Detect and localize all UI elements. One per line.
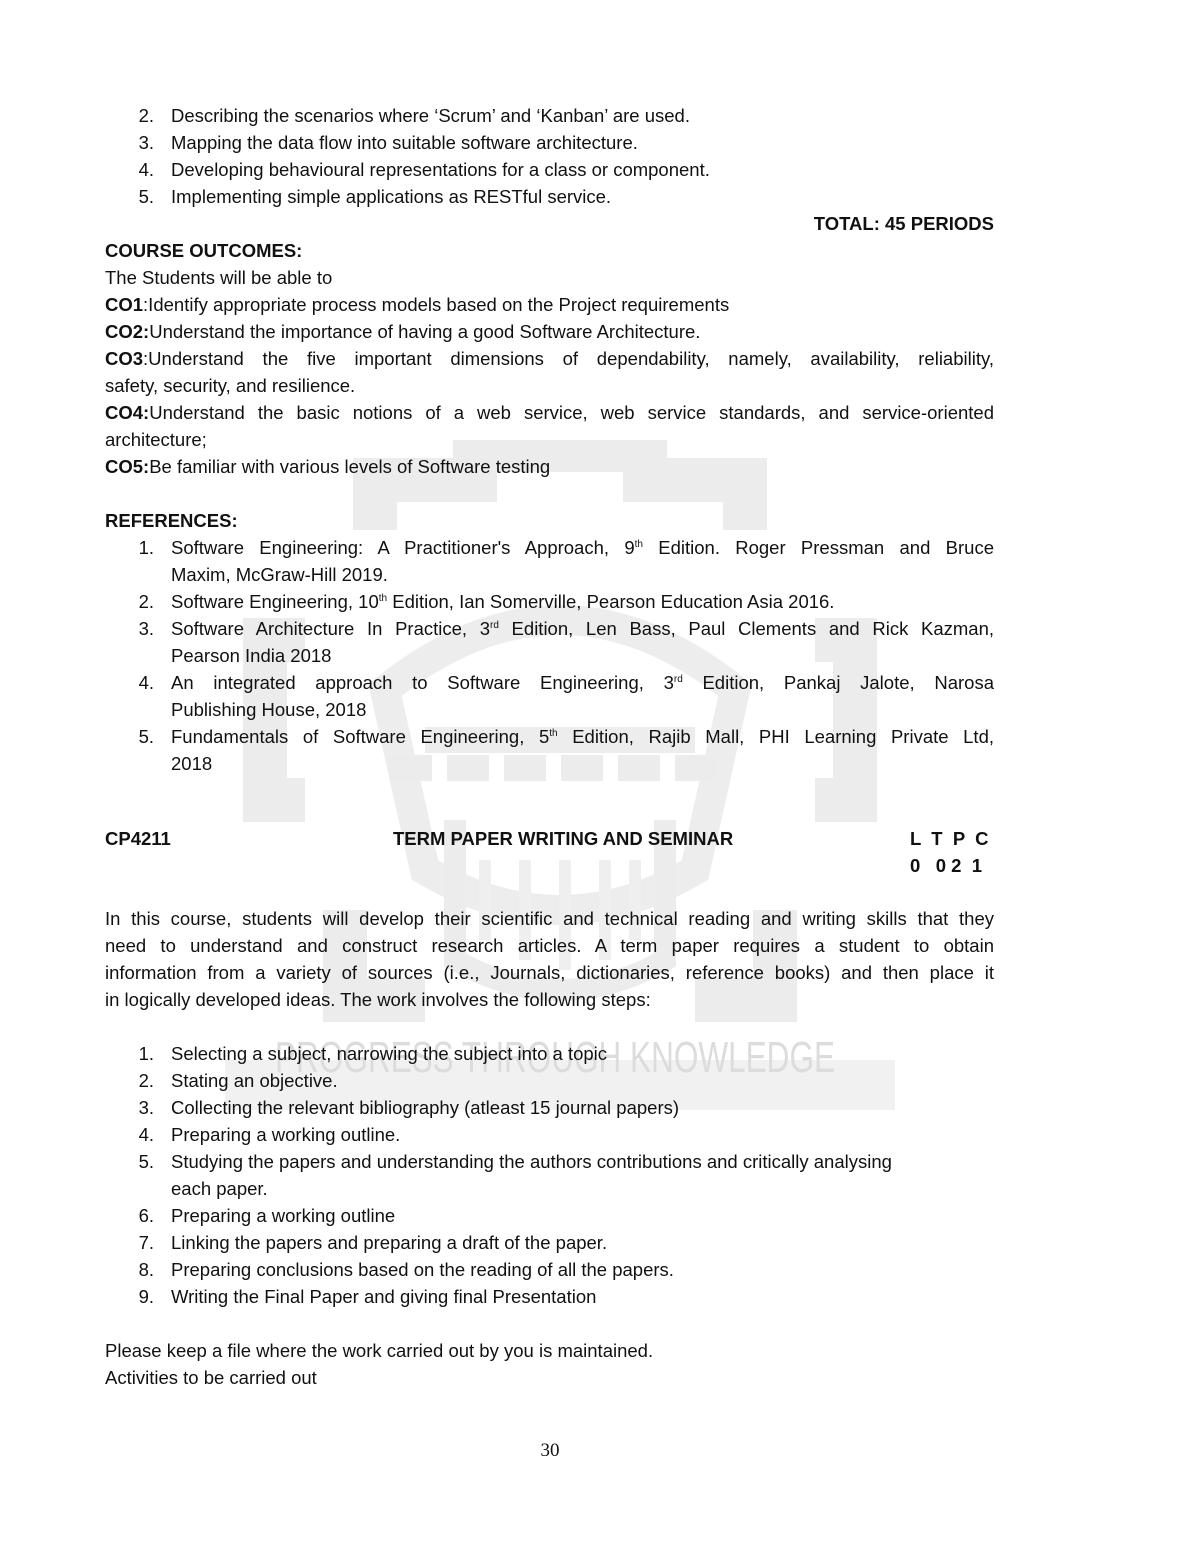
reference-item [171, 672, 994, 694]
total-periods: TOTAL: 45 PERIODS [813, 213, 994, 234]
ordinal-suffix: th [549, 728, 558, 739]
objective-number: 4. [138, 159, 154, 180]
step-number: 3. [138, 1097, 154, 1118]
outcome-text-continued: safety, security, and resilience. [105, 375, 356, 396]
reference-text: Software Engineering: A Practitioner's Approach, 9 [171, 537, 635, 558]
reference-number: 4. [138, 672, 154, 693]
ltpc-values: 0 0 2 1 [910, 855, 982, 876]
reference-item [171, 591, 834, 613]
reference-text: Edition, Len Bass, Paul Clements and Rick Kazman, [498, 618, 994, 639]
reference-item [171, 618, 994, 640]
reference-text: Edition, Pankaj Jalote, Narosa [682, 672, 994, 693]
step-item: Preparing a working outline. [171, 1124, 401, 1145]
objective-number: 2. [138, 105, 154, 126]
objective-item: Describing the scenarios where ‘Scrum’ and ‘Kanban’ are used. [171, 105, 690, 126]
step-item: Studying the papers and understanding the authors contributions and critically analysing [171, 1151, 892, 1172]
course-outcomes-heading: COURSE OUTCOMES: [105, 240, 303, 261]
outcome-co1 [105, 294, 729, 316]
step-item: Preparing conclusions based on the reading of all the papers. [171, 1259, 674, 1280]
reference-text: Software Architecture In Practice, 3 [171, 618, 490, 639]
description-line: in logically developed ideas. The work involves the following steps: [105, 989, 651, 1010]
outcome-label: CO2: [105, 321, 150, 342]
course-code: CP4211 [105, 828, 171, 849]
reference-text-continued: Maxim, McGraw-Hill 2019. [171, 564, 388, 585]
ltpc-header: L T P C [910, 828, 989, 849]
reference-text: Software Engineering, 10 [171, 591, 379, 612]
step-number: 7. [138, 1232, 154, 1253]
outcome-co4 [105, 402, 994, 424]
ordinal-suffix: rd [673, 674, 683, 685]
reference-number: 1. [138, 537, 154, 558]
reference-number: 3. [138, 618, 154, 639]
outcome-text: Understand the basic notions of a web service, web service standards, and service-oriented [149, 402, 994, 423]
outcome-text-continued: architecture; [105, 429, 207, 450]
reference-text: Edition, Rajib Mall, PHI Learning Private Ltd, [557, 726, 994, 747]
objective-item: Implementing simple applications as RESTful service. [171, 186, 612, 207]
step-item: Writing the Final Paper and giving final Presentation [171, 1286, 597, 1307]
outcome-text: Understand the importance of having a good Software Architecture. [149, 321, 701, 342]
outcome-text: Be familiar with various levels of Software testing [149, 456, 551, 477]
reference-text-continued: 2018 [171, 753, 213, 774]
closing-note: Please keep a file where the work carried out by you is maintained. [105, 1340, 654, 1361]
course-title: TERM PAPER WRITING AND SEMINAR [393, 828, 734, 849]
objective-number: 3. [138, 132, 154, 153]
step-item: Linking the papers and preparing a draft of the paper. [171, 1232, 608, 1253]
reference-text-continued: Publishing House, 2018 [171, 699, 367, 720]
ordinal-suffix: th [634, 539, 643, 550]
step-item: Preparing a working outline [171, 1205, 396, 1226]
reference-text: An integrated approach to Software Engineering, 3 [171, 672, 674, 693]
page-number: 30 [540, 1440, 560, 1461]
step-item-continued: each paper. [171, 1178, 268, 1199]
step-number: 8. [138, 1259, 154, 1280]
outcome-co2 [105, 321, 700, 343]
watermark-motto: PROGRESS THROUGH KNOWLEDGE [275, 1033, 835, 1082]
description-line: In this course, students will develop their scientific and technical reading and writing skills that they [105, 908, 994, 929]
step-number: 5. [138, 1151, 154, 1172]
reference-item [171, 726, 994, 748]
outcome-label: CO1 [105, 294, 144, 315]
reference-text: Fundamentals of Software Engineering, 5 [171, 726, 550, 747]
step-item: Stating an objective. [171, 1070, 338, 1091]
description-line: need to understand and construct research articles. A term paper requires a student to obtain [105, 935, 994, 956]
ordinal-suffix: rd [490, 620, 499, 631]
outcome-co5 [105, 456, 550, 478]
outcome-label: CO4: [105, 402, 150, 423]
reference-item [171, 537, 994, 559]
objective-number: 5. [138, 186, 154, 207]
step-item: Selecting a subject, narrowing the subject into a topic [171, 1043, 608, 1064]
course-outcomes-intro: The Students will be able to [105, 267, 333, 288]
ordinal-suffix: th [378, 593, 388, 604]
outcome-text: :Identify appropriate process models based on the Project requirements [143, 294, 730, 315]
outcome-label: CO5: [105, 456, 150, 477]
outcome-co3 [105, 348, 994, 370]
description-line: information from a variety of sources (i.e., Journals, dictionaries, reference books) and then place it [105, 962, 994, 983]
step-number: 4. [138, 1124, 154, 1145]
step-number: 1. [138, 1043, 154, 1064]
outcome-label: CO3 [105, 348, 144, 369]
step-item: Collecting the relevant bibliography (atleast 15 journal papers) [171, 1097, 680, 1118]
reference-text: Edition. Roger Pressman and Bruce [642, 537, 994, 558]
closing-activities: Activities to be carried out [105, 1367, 317, 1388]
step-number: 2. [138, 1070, 154, 1091]
step-number: 6. [138, 1205, 154, 1226]
reference-text: Edition, Ian Somerville, Pearson Education Asia 2016. [387, 591, 835, 612]
objective-item: Mapping the data flow into suitable software architecture. [171, 132, 638, 153]
objective-item: Developing behavioural representations for a class or component. [171, 159, 710, 180]
reference-text-continued: Pearson India 2018 [171, 645, 332, 666]
step-number: 9. [138, 1286, 154, 1307]
reference-number: 5. [138, 726, 154, 747]
references-heading: REFERENCES: [105, 510, 238, 531]
outcome-text: :Understand the five important dimensions of dependability, namely, availability, reliability, [143, 348, 994, 369]
reference-number: 2. [138, 591, 154, 612]
